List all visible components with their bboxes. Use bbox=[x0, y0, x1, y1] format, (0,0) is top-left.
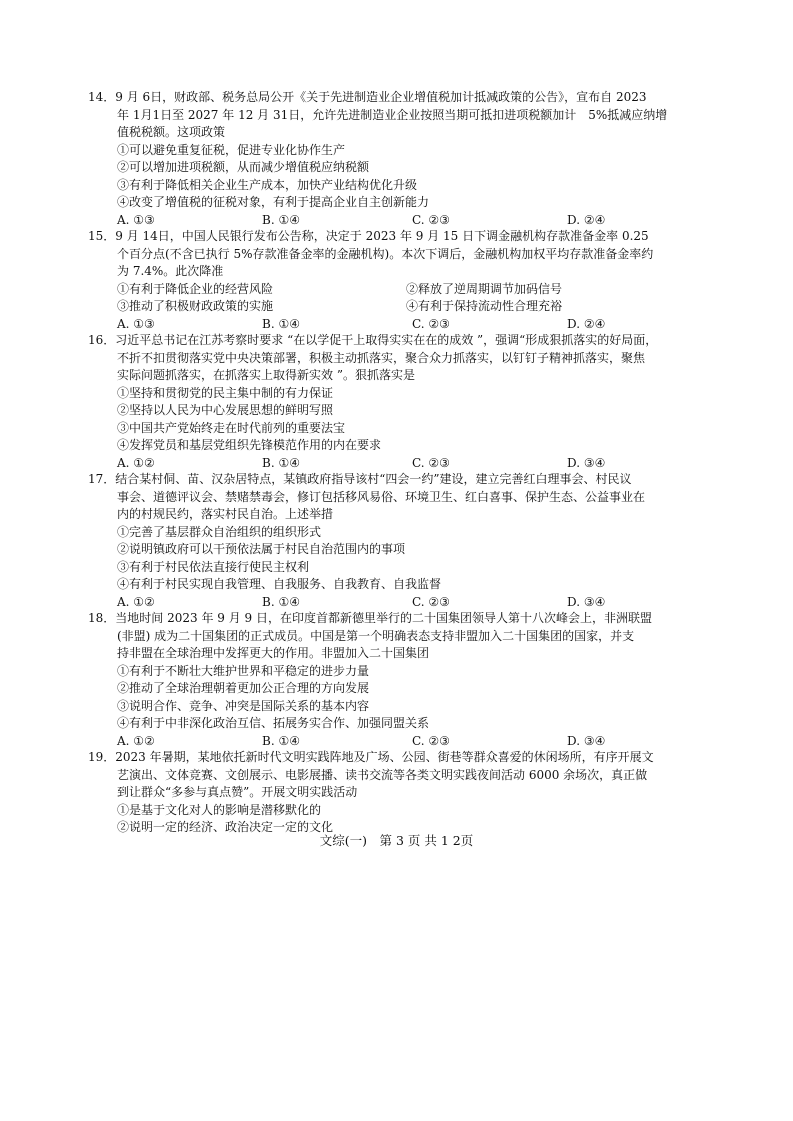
question-stem-line: 16．习近平总书记在江苏考察时要求 “在以学促干上取得实实在在的成效 ”，强调“形成狠抓落实的好局面， bbox=[88, 333, 658, 347]
question-stem-line: 17．结合某村侗、苗、汉杂居特点，某镇政府指导该村“四会一约”建设，建立完善红白理事会、村民议 bbox=[88, 472, 632, 486]
page-footer: 文综(一) 第 3 页 共 1 2页 bbox=[319, 833, 474, 848]
question-stem-line: 事会、道德评议会、禁赌禁毒会，修订包括移风易俗、环境卫生、红白喜事、保护生态、公益事业在 bbox=[117, 489, 646, 504]
answer-choices bbox=[88, 316, 716, 334]
question-18 bbox=[88, 610, 716, 750]
question-stem-line: 值税税额。这项政策 bbox=[117, 125, 226, 139]
question-stem-line: 个百分点(不含已执行 5%存款准备金率的金融机构)。本次下调后，金融机构加权平均存款准备金率约 bbox=[117, 246, 654, 261]
question-stem-line: 14．9 月 6日，财政部、税务总局公开《关于先进制造业企业增值税加计抵减政策的公告》，宣布自 2023 bbox=[88, 90, 647, 104]
answer-choice-d: D. ③④ bbox=[567, 594, 606, 609]
statement-option: ②坚持以人民为中心发展思想的鲜明写照 bbox=[117, 403, 334, 417]
answer-choice-a: A. ①③ bbox=[117, 212, 155, 227]
statement-option: ①有利于降低企业的经营风险 bbox=[117, 281, 274, 296]
answer-choice-b: B. ①④ bbox=[262, 316, 300, 331]
question-stem-line: 年 1月1日至 2027 年 12 月 31日，允许先进制造业企业按照当期可抵扣进项税额加计 5%抵减应纳增 bbox=[117, 107, 668, 122]
answer-choices bbox=[88, 455, 716, 473]
statement-option: ①完善了基层群众自治组织的组织形式 bbox=[117, 524, 322, 539]
question-stem-line: 到让群众“多参与真点赞”。开展文明实践活动 bbox=[117, 785, 358, 799]
statement-option: ④发挥党员和基层党组织先锋模范作用的内在要求 bbox=[117, 438, 382, 452]
statement-option: ②释放了逆周期调节加码信号 bbox=[406, 281, 563, 296]
question-stem-line: 不折不扣贯彻落实党中央决策部署，积极主动抓落实，聚合众力抓落实，以钉钉子精神抓落实，聚焦 bbox=[117, 350, 646, 365]
question-stem-line: 艺演出、文体竞赛、文创展示、电影展播、读书交流等各类文明实践夜间活动 6000 余场次，真正做 bbox=[117, 767, 648, 782]
answer-choice-a: A. ①② bbox=[117, 594, 155, 609]
answer-choice-d: D. ③④ bbox=[567, 455, 606, 470]
answer-choices bbox=[88, 733, 716, 751]
answer-choice-d: D. ②④ bbox=[567, 212, 606, 227]
answer-choice-c: C. ②③ bbox=[412, 212, 450, 227]
statement-option: ①坚持和贯彻党的民主集中制的有力保证 bbox=[117, 385, 334, 400]
statement-option: ②说明镇政府可以干预依法属于村民自治范围内的事项 bbox=[117, 542, 406, 556]
statement-option: ②说明一定的经济、政治决定一定的文化 bbox=[117, 820, 334, 834]
statement-option: ①是基于文化对人的影响是潜移默化的 bbox=[117, 802, 322, 817]
statement-option: ④有利于村民实现自我管理、自我服务、自我教育、自我监督 bbox=[117, 577, 442, 591]
statement-option: ①可以避免重复征税，促进专业化协作生产 bbox=[117, 142, 346, 157]
statement-option: ④有利于中非深化政治互信、拓展务实合作、加强同盟关系 bbox=[117, 716, 430, 730]
statement-option: ②可以增加进项税额，从而减少增值税应纳税额 bbox=[117, 160, 370, 174]
answer-choice-b: B. ①④ bbox=[262, 733, 300, 748]
answer-choice-a: A. ①③ bbox=[117, 316, 155, 331]
answer-choice-c: C. ②③ bbox=[412, 455, 450, 470]
statement-option: ③有利于降低相关企业生产成本，加快产业结构优化升级 bbox=[117, 177, 418, 192]
answer-choice-c: C. ②③ bbox=[412, 733, 450, 748]
question-stem-line: (非盟) 成为二十国集团的正式成员。中国是第一个明确表态支持非盟加入二十国集团的国家，并支 bbox=[117, 628, 635, 643]
answer-choices bbox=[88, 212, 716, 230]
question-stem-line: 内的村规民约，落实村民自治。上述举措 bbox=[117, 507, 334, 521]
question-17 bbox=[88, 471, 716, 611]
statement-option: ③有利于村民依法直接行使民主权利 bbox=[117, 559, 310, 574]
question-stem-line: 15．9 月 14日，中国人民银行发布公告称，决定于 2023 年 9 月 15 日下调金融机构存款准备金率 0.25 bbox=[88, 229, 649, 243]
question-stem-line: 实际问题抓落实，在抓落实上取得新实效 ”。狠抓落实是 bbox=[117, 368, 415, 382]
statement-options bbox=[88, 281, 716, 316]
answer-choice-d: D. ②④ bbox=[567, 316, 606, 331]
statement-option: ②推动了全球治理朝着更加公正合理的方向发展 bbox=[117, 681, 370, 695]
statement-option: ③推动了积极财政政策的实施 bbox=[117, 299, 274, 313]
answer-choices bbox=[88, 594, 716, 612]
answer-choice-a: A. ①② bbox=[117, 733, 155, 748]
question-14 bbox=[88, 89, 716, 229]
question-stem-line: 为 7.4%。此次降准 bbox=[117, 264, 224, 278]
answer-choice-c: C. ②③ bbox=[412, 594, 450, 609]
question-stem-line: 18．当地时间 2023 年 9 月 9 日，在印度首都新德里举行的二十国集团领导人第十八次峰会上，非洲联盟 bbox=[88, 611, 652, 625]
answer-choice-c: C. ②③ bbox=[412, 316, 450, 331]
question-16 bbox=[88, 332, 716, 472]
statement-option: ③说明合作、竞争、冲突是国际关系的基本内容 bbox=[117, 698, 370, 713]
statement-option: ③中国共产党始终走在时代前列的重要法宝 bbox=[117, 420, 346, 435]
answer-choice-a: A. ①② bbox=[117, 455, 155, 470]
question-stem-line: 19．2023 年暑期，某地依托新时代文明实践阵地及广场、公园、街巷等群众喜爱的休闲场所，有序开展文 bbox=[88, 750, 654, 764]
statement-option: ④有利于保持流动性合理充裕 bbox=[406, 299, 563, 313]
answer-choice-b: B. ①④ bbox=[262, 455, 300, 470]
answer-choice-d: D. ③④ bbox=[567, 733, 606, 748]
answer-choice-b: B. ①④ bbox=[262, 594, 300, 609]
question-15 bbox=[88, 228, 716, 333]
question-stem-line: 持非盟在全球治理中发挥更大的作用。非盟加入二十国集团 bbox=[117, 646, 430, 660]
question-19 bbox=[88, 749, 716, 837]
statement-option: ①有利于不断壮大维护世界和平稳定的进步力量 bbox=[117, 663, 370, 678]
answer-choice-b: B. ①④ bbox=[262, 212, 300, 227]
statement-option: ④改变了增值税的征税对象，有利于提高企业自主创新能力 bbox=[117, 195, 430, 209]
